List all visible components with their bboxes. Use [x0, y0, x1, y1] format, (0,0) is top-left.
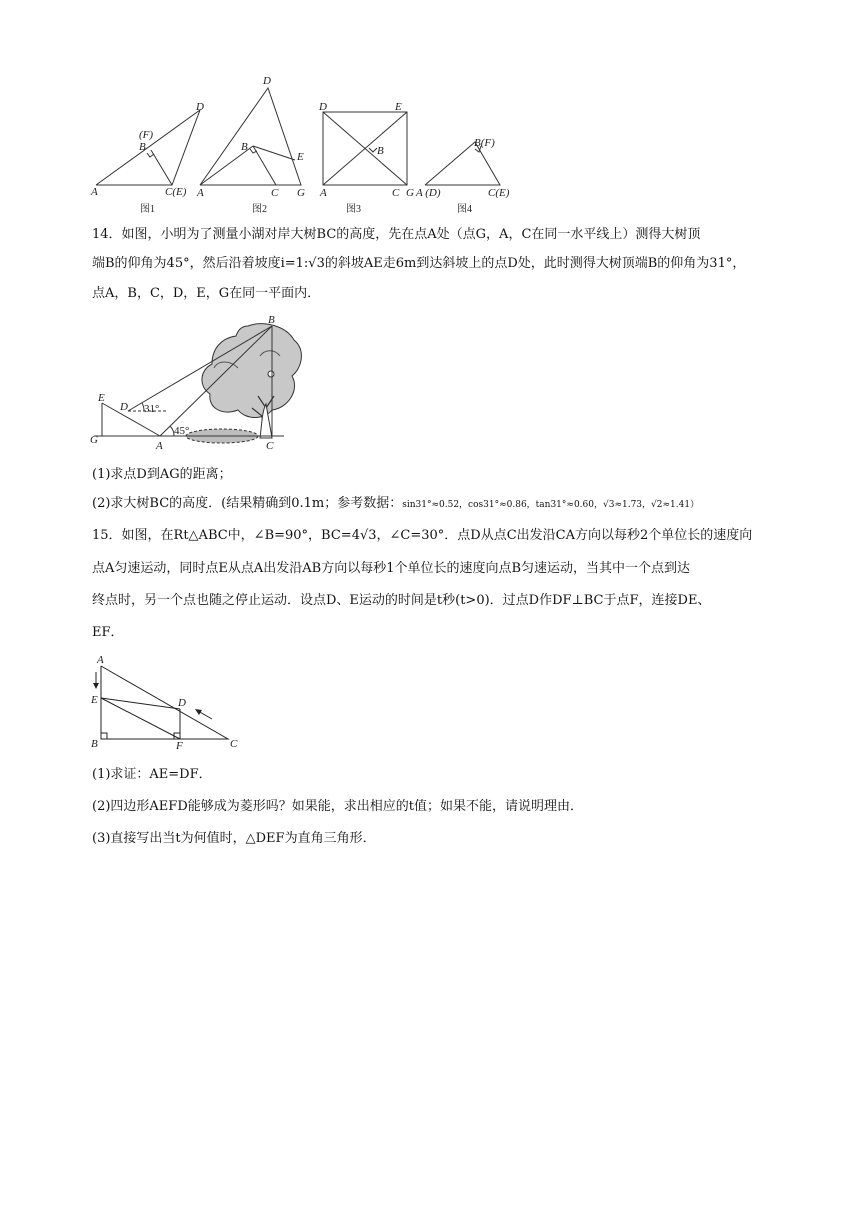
q14-label-a: A [156, 440, 163, 452]
fig1-segment-bc [151, 150, 172, 185]
q15-text-line4: EF． [92, 625, 124, 640]
q14-label-b: B [268, 314, 275, 326]
fig2-label-a: A [197, 187, 204, 199]
fig1-label-f: (F) [139, 129, 154, 141]
top-figures [88, 72, 528, 217]
q14-text-line2: 端B的仰角为45°，然后沿着坡度i=1:√3的斜坡AE走6m到达斜坡上的点D处，此时测得大树顶端B的仰角为31°， [92, 256, 746, 271]
q14-part2 [92, 496, 699, 513]
fig2-triangle [200, 88, 301, 185]
fig1-label-b: B [139, 141, 146, 153]
q14-angle-31: 31° [144, 403, 160, 415]
q14-part2-main: (2)求大树BC的高度．(结果精确到0.1m；参考数据： [92, 496, 403, 511]
q15-label-e: E [91, 694, 98, 706]
q15-label-c: C [230, 738, 238, 750]
q14-text-line3: 点A，B，C，D，E，G在同一平面内． [92, 286, 321, 301]
q14-label-d: D [120, 401, 128, 413]
q15-part1: (1)求证：AE=DF． [92, 767, 212, 782]
fig1-label-d: D [196, 101, 204, 113]
q14-tree-figure [88, 312, 308, 457]
fig2-label-b: B [241, 141, 248, 153]
q15-label-b: B [91, 738, 98, 750]
q15-triangle-figure [88, 650, 248, 752]
q15-label-a: A [97, 654, 104, 666]
q14-label-c: C [266, 440, 274, 452]
fig1-label-ce: C(E) [165, 186, 187, 198]
q15-text-line3: 终点时，另一个点也随之停止运动．设点D、E运动的时间是t秒(t>0)．过点D作DF⊥BC于点F，连接DE、 [92, 593, 711, 608]
q15-part2: (2)四边形AEFD能够成为菱形吗？如果能，求出相应的t值；如果不能，请说明理由． [92, 799, 583, 814]
fig4-caption: 图4 [457, 204, 472, 215]
fig2-caption: 图2 [252, 204, 267, 215]
arrow-down-icon [93, 672, 99, 689]
q15-text-line1: 15．如图，在Rt△ABC中，∠B=90°，BC=4√3，∠C=30°．点D从点C出发沿CA方向以每秒2个单位长的速度向 [92, 528, 753, 543]
fig3-label-a: A [320, 187, 327, 199]
fig1-label-a: A [91, 186, 98, 198]
q14-label-e: E [98, 392, 105, 404]
fig2-label-e: E [297, 151, 304, 163]
fig4-label-ad: A (D) [416, 187, 441, 199]
q14-text-line1: 14．如图，小明为了测量小湖对岸大树BC的高度，先在点A处（点G，A，C在同一水平线上）测得大树顶 [92, 227, 701, 242]
arrow-up-left-icon [195, 709, 212, 719]
fig1-caption: 图1 [140, 204, 155, 215]
q14-reference-data: sin31°≈0.52，cos31°≈0.86，tan31°≈0.60，√3≈1.73，√2≈1.41） [402, 500, 700, 510]
fig3-label-e: E [395, 101, 402, 113]
fig2-label-c: C [271, 187, 279, 199]
fig2-label-d: D [263, 75, 271, 87]
fig4-label-ce: C(E) [488, 187, 510, 199]
q14-label-g: G [90, 434, 98, 446]
fig4-label-bf: B(F) [474, 137, 495, 149]
fig3-label-g: G [406, 187, 414, 199]
q14-angle-45: 45° [174, 425, 190, 437]
fig3-label-d: D [319, 101, 327, 113]
q15-label-f: F [176, 740, 183, 752]
fig3-label-c: C [392, 187, 400, 199]
q15-triangle-abc [101, 666, 228, 739]
q15-label-d: D [178, 697, 186, 709]
fig2-label-g: G [297, 187, 305, 199]
fig3-caption: 图3 [346, 204, 361, 215]
fig1-triangle [96, 110, 200, 185]
q15-part3: (3)直接写出当t为何值时，△DEF为直角三角形． [92, 831, 376, 846]
q15-text-line2: 点A匀速运动，同时点E从点A出发沿AB方向以每秒1个单位长的速度向点B匀速运动，当其中一个点到达 [92, 561, 691, 576]
q14-part1: (1)求点D到AG的距离； [92, 467, 232, 482]
fig3-label-b: B [377, 145, 384, 157]
